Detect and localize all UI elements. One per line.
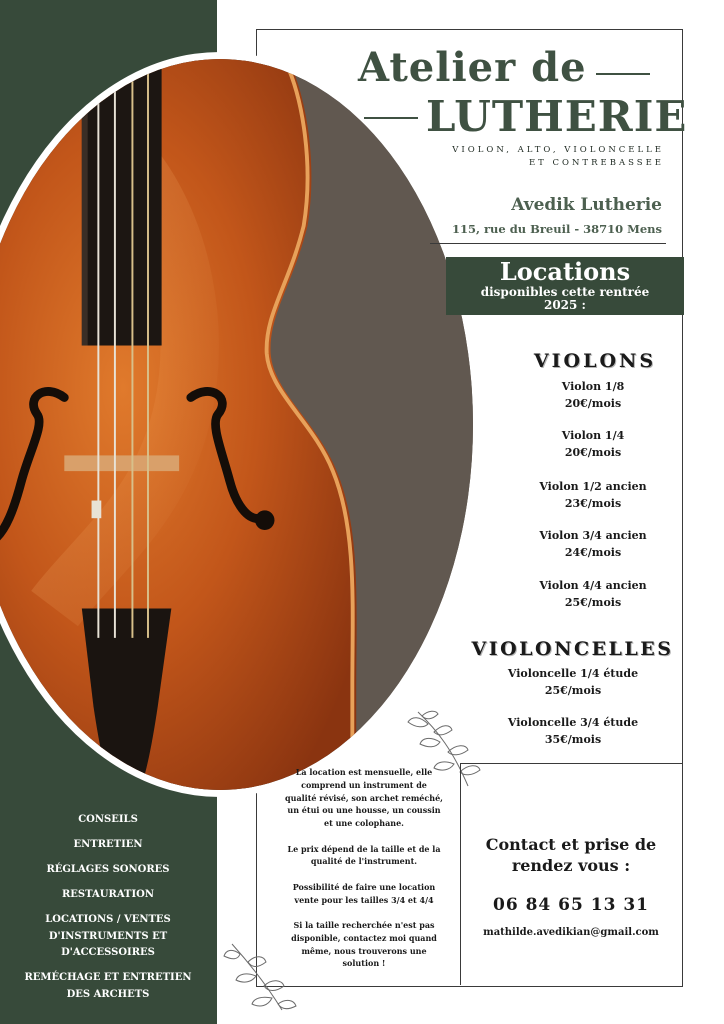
service-item: ENTRETIEN <box>73 839 143 850</box>
contact-title: Contact et prise de rendez vous : <box>485 835 657 875</box>
item-name: Violoncelle 3/4 étude <box>507 716 639 729</box>
service-item: RÉGLAGES SONORES <box>46 864 170 875</box>
info-paragraph: Possibilité de faire une location vente pour les tailles 3/4 et 4/4 <box>292 881 436 905</box>
item-price: 35€/mois <box>544 733 602 746</box>
violoncelles-heading: VIOLONCELLES <box>471 638 674 660</box>
item-price: 25€/mois <box>544 684 602 697</box>
contact-phone[interactable]: 06 84 65 13 31 <box>493 895 649 915</box>
service-item: REMÉCHAGE ET ENTRETIEN DES ARCHETS <box>24 972 192 1000</box>
cello-photo <box>0 52 480 797</box>
list-item <box>473 665 673 699</box>
item-name: Violon 3/4 ancien <box>539 529 647 542</box>
studio-name: Avedik Lutherie <box>511 195 662 215</box>
subtitle <box>430 144 664 170</box>
studio-address: 115, rue du Breuil - 38710 Mens <box>451 222 662 236</box>
contact-email[interactable]: mathilde.avedikian@gmail.com <box>483 927 659 938</box>
list-item <box>473 714 673 748</box>
rental-info <box>284 766 444 983</box>
item-price: 23€/mois <box>564 497 622 510</box>
violons-heading: VIOLONS <box>533 350 657 372</box>
info-paragraph: Si la taille recherchée n'est pas disponible, contactez moi quand même, nous trouverons une solution ! <box>291 919 437 969</box>
item-name: Violon 1/2 ancien <box>539 480 647 493</box>
divider <box>430 243 666 244</box>
list-item <box>493 527 693 561</box>
list-item <box>493 478 693 512</box>
banner-subtitle: disponibles cette rentrée <box>480 285 650 299</box>
cello-illustration <box>0 59 473 790</box>
list-item <box>493 427 693 461</box>
item-price: 20€/mois <box>564 397 622 410</box>
title-line-1: Atelier de <box>358 44 587 91</box>
item-price: 20€/mois <box>564 446 622 459</box>
list-item <box>493 378 693 412</box>
service-item: CONSEILS <box>78 814 138 825</box>
subtitle-line: ET CONTREBASSEE <box>528 158 664 168</box>
list-item <box>493 577 693 611</box>
item-name: Violon 1/4 <box>561 429 625 442</box>
title-rule <box>596 73 650 75</box>
subtitle-line: VIOLON, ALTO, VIOLONCELLE <box>452 145 664 155</box>
banner-subtitle: 2025 : <box>543 298 586 312</box>
service-item: RESTAURATION <box>61 889 155 900</box>
info-paragraph: La location est mensuelle, elle comprend un instrument de qualité révisé, son archet reméché, un étui ou une housse, un coussin et une colophane. <box>285 767 443 829</box>
info-paragraph: Le prix dépend de la taille et de la qualité de l'instrument. <box>287 843 441 867</box>
item-name: Violon 4/4 ancien <box>539 579 647 592</box>
item-price: 25€/mois <box>564 596 622 609</box>
services-list <box>22 812 194 1012</box>
title-rule <box>364 117 418 119</box>
locations-banner <box>446 257 684 315</box>
item-name: Violoncelle 1/4 étude <box>507 667 639 680</box>
item-name: Violon 1/8 <box>561 380 625 393</box>
title-line-2: LUTHERIE <box>426 92 688 141</box>
item-price: 24€/mois <box>564 546 622 559</box>
service-item: LOCATIONS / VENTES D'INSTRUMENTS ET D'ACCESSOIRES <box>45 914 171 958</box>
banner-title: Locations <box>499 257 631 286</box>
